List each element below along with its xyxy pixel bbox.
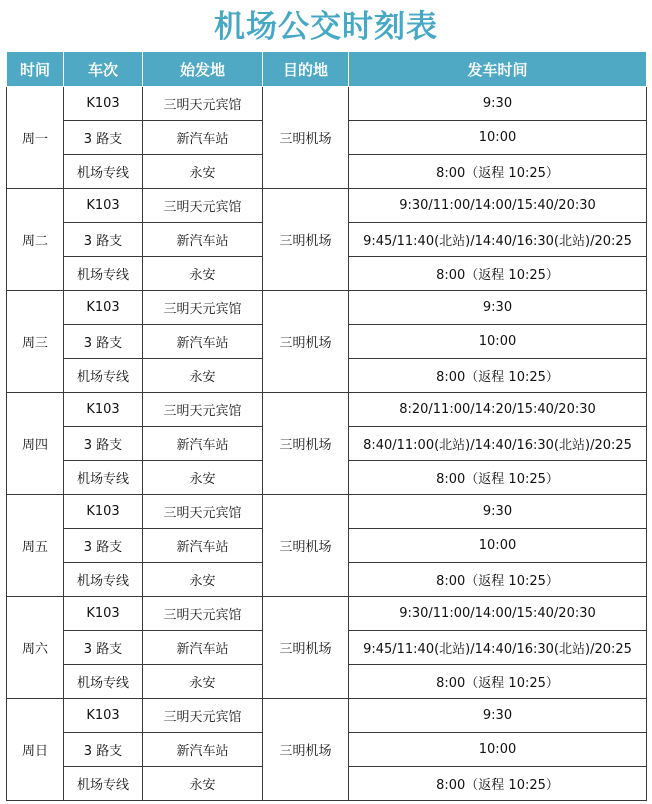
destination-cell: 三明机场 <box>263 189 349 291</box>
origin-cell: 新汽车站 <box>143 223 263 257</box>
route-cell: 3 路支 <box>64 529 143 563</box>
route-cell: K103 <box>64 495 143 529</box>
route-cell: K103 <box>64 597 143 631</box>
departure-times-cell: 9:30/11:00/14:00/15:40/20:30 <box>349 597 647 631</box>
origin-cell: 永安 <box>143 257 263 291</box>
route-cell: 机场专线 <box>64 257 143 291</box>
departure-times-cell: 10:00 <box>349 121 647 155</box>
origin-cell: 新汽车站 <box>143 529 263 563</box>
departure-times-cell: 9:30 <box>349 291 647 325</box>
route-cell: 3 路支 <box>64 427 143 461</box>
origin-cell: 三明天元宾馆 <box>143 699 263 733</box>
origin-cell: 永安 <box>143 767 263 801</box>
departure-times-cell: 9:45/11:40(北站)/14:40/16:30(北站)/20:25 <box>349 631 647 665</box>
origin-cell: 三明天元宾馆 <box>143 87 263 121</box>
origin-cell: 新汽车站 <box>143 733 263 767</box>
destination-cell: 三明机场 <box>263 87 349 189</box>
origin-cell: 三明天元宾馆 <box>143 393 263 427</box>
route-cell: 3 路支 <box>64 223 143 257</box>
day-cell: 周一 <box>7 87 64 189</box>
origin-cell: 三明天元宾馆 <box>143 597 263 631</box>
header-route: 车次 <box>64 52 143 87</box>
origin-cell: 新汽车站 <box>143 325 263 359</box>
day-cell: 周四 <box>7 393 64 495</box>
departure-times-cell: 9:30 <box>349 495 647 529</box>
route-cell: 机场专线 <box>64 155 143 189</box>
day-cell: 周五 <box>7 495 64 597</box>
origin-cell: 新汽车站 <box>143 427 263 461</box>
origin-cell: 永安 <box>143 155 263 189</box>
route-cell: 机场专线 <box>64 665 143 699</box>
departure-times-cell: 9:30 <box>349 87 647 121</box>
route-cell: K103 <box>64 699 143 733</box>
origin-cell: 永安 <box>143 563 263 597</box>
table-row <box>7 189 647 223</box>
departure-times-cell: 8:00（返程 10:25） <box>349 563 647 597</box>
origin-cell: 新汽车站 <box>143 121 263 155</box>
departure-times-cell: 8:00（返程 10:25） <box>349 257 647 291</box>
table-row <box>7 597 647 631</box>
origin-cell: 新汽车站 <box>143 631 263 665</box>
origin-cell: 永安 <box>143 461 263 495</box>
departure-times-cell: 9:30/11:00/14:00/15:40/20:30 <box>349 189 647 223</box>
route-cell: 机场专线 <box>64 563 143 597</box>
departure-times-cell: 9:45/11:40(北站)/14:40/16:30(北站)/20:25 <box>349 223 647 257</box>
header-row <box>7 52 647 87</box>
destination-cell: 三明机场 <box>263 699 349 801</box>
departure-times-cell: 8:00（返程 10:25） <box>349 767 647 801</box>
destination-cell: 三明机场 <box>263 495 349 597</box>
origin-cell: 三明天元宾馆 <box>143 291 263 325</box>
header-destination: 目的地 <box>263 52 349 87</box>
departure-times-cell: 10:00 <box>349 325 647 359</box>
route-cell: K103 <box>64 87 143 121</box>
table-row <box>7 291 647 325</box>
departure-times-cell: 8:00（返程 10:25） <box>349 461 647 495</box>
departure-times-cell: 10:00 <box>349 529 647 563</box>
route-cell: K103 <box>64 291 143 325</box>
departure-times-cell: 8:00（返程 10:25） <box>349 665 647 699</box>
table-row <box>7 699 647 733</box>
origin-cell: 三明天元宾馆 <box>143 495 263 529</box>
table-row <box>7 393 647 427</box>
departure-times-cell: 10:00 <box>349 733 647 767</box>
route-cell: 3 路支 <box>64 325 143 359</box>
destination-cell: 三明机场 <box>263 393 349 495</box>
departure-times-cell: 8:00（返程 10:25） <box>349 155 647 189</box>
origin-cell: 永安 <box>143 665 263 699</box>
day-cell: 周三 <box>7 291 64 393</box>
departure-times-cell: 8:00（返程 10:25） <box>349 359 647 393</box>
header-origin: 始发地 <box>143 52 263 87</box>
departure-times-cell: 8:20/11:00/14:20/15:40/20:30 <box>349 393 647 427</box>
schedule-body <box>7 87 647 801</box>
destination-cell: 三明机场 <box>263 291 349 393</box>
page-title: 机场公交时刻表 <box>214 9 438 45</box>
route-cell: 3 路支 <box>64 733 143 767</box>
route-cell: 机场专线 <box>64 767 143 801</box>
route-cell: 机场专线 <box>64 461 143 495</box>
route-cell: 机场专线 <box>64 359 143 393</box>
day-cell: 周二 <box>7 189 64 291</box>
departure-times-cell: 9:30 <box>349 699 647 733</box>
origin-cell: 三明天元宾馆 <box>143 189 263 223</box>
header-time: 时间 <box>7 52 64 87</box>
route-cell: K103 <box>64 393 143 427</box>
schedule-table <box>6 51 647 801</box>
route-cell: 3 路支 <box>64 121 143 155</box>
table-row <box>7 87 647 121</box>
header-departure-time: 发车时间 <box>349 52 647 87</box>
destination-cell: 三明机场 <box>263 597 349 699</box>
route-cell: 3 路支 <box>64 631 143 665</box>
day-cell: 周日 <box>7 699 64 801</box>
route-cell: K103 <box>64 189 143 223</box>
origin-cell: 永安 <box>143 359 263 393</box>
departure-times-cell: 8:40/11:00(北站)/14:40/16:30(北站)/20:25 <box>349 427 647 461</box>
day-cell: 周六 <box>7 597 64 699</box>
table-row <box>7 495 647 529</box>
